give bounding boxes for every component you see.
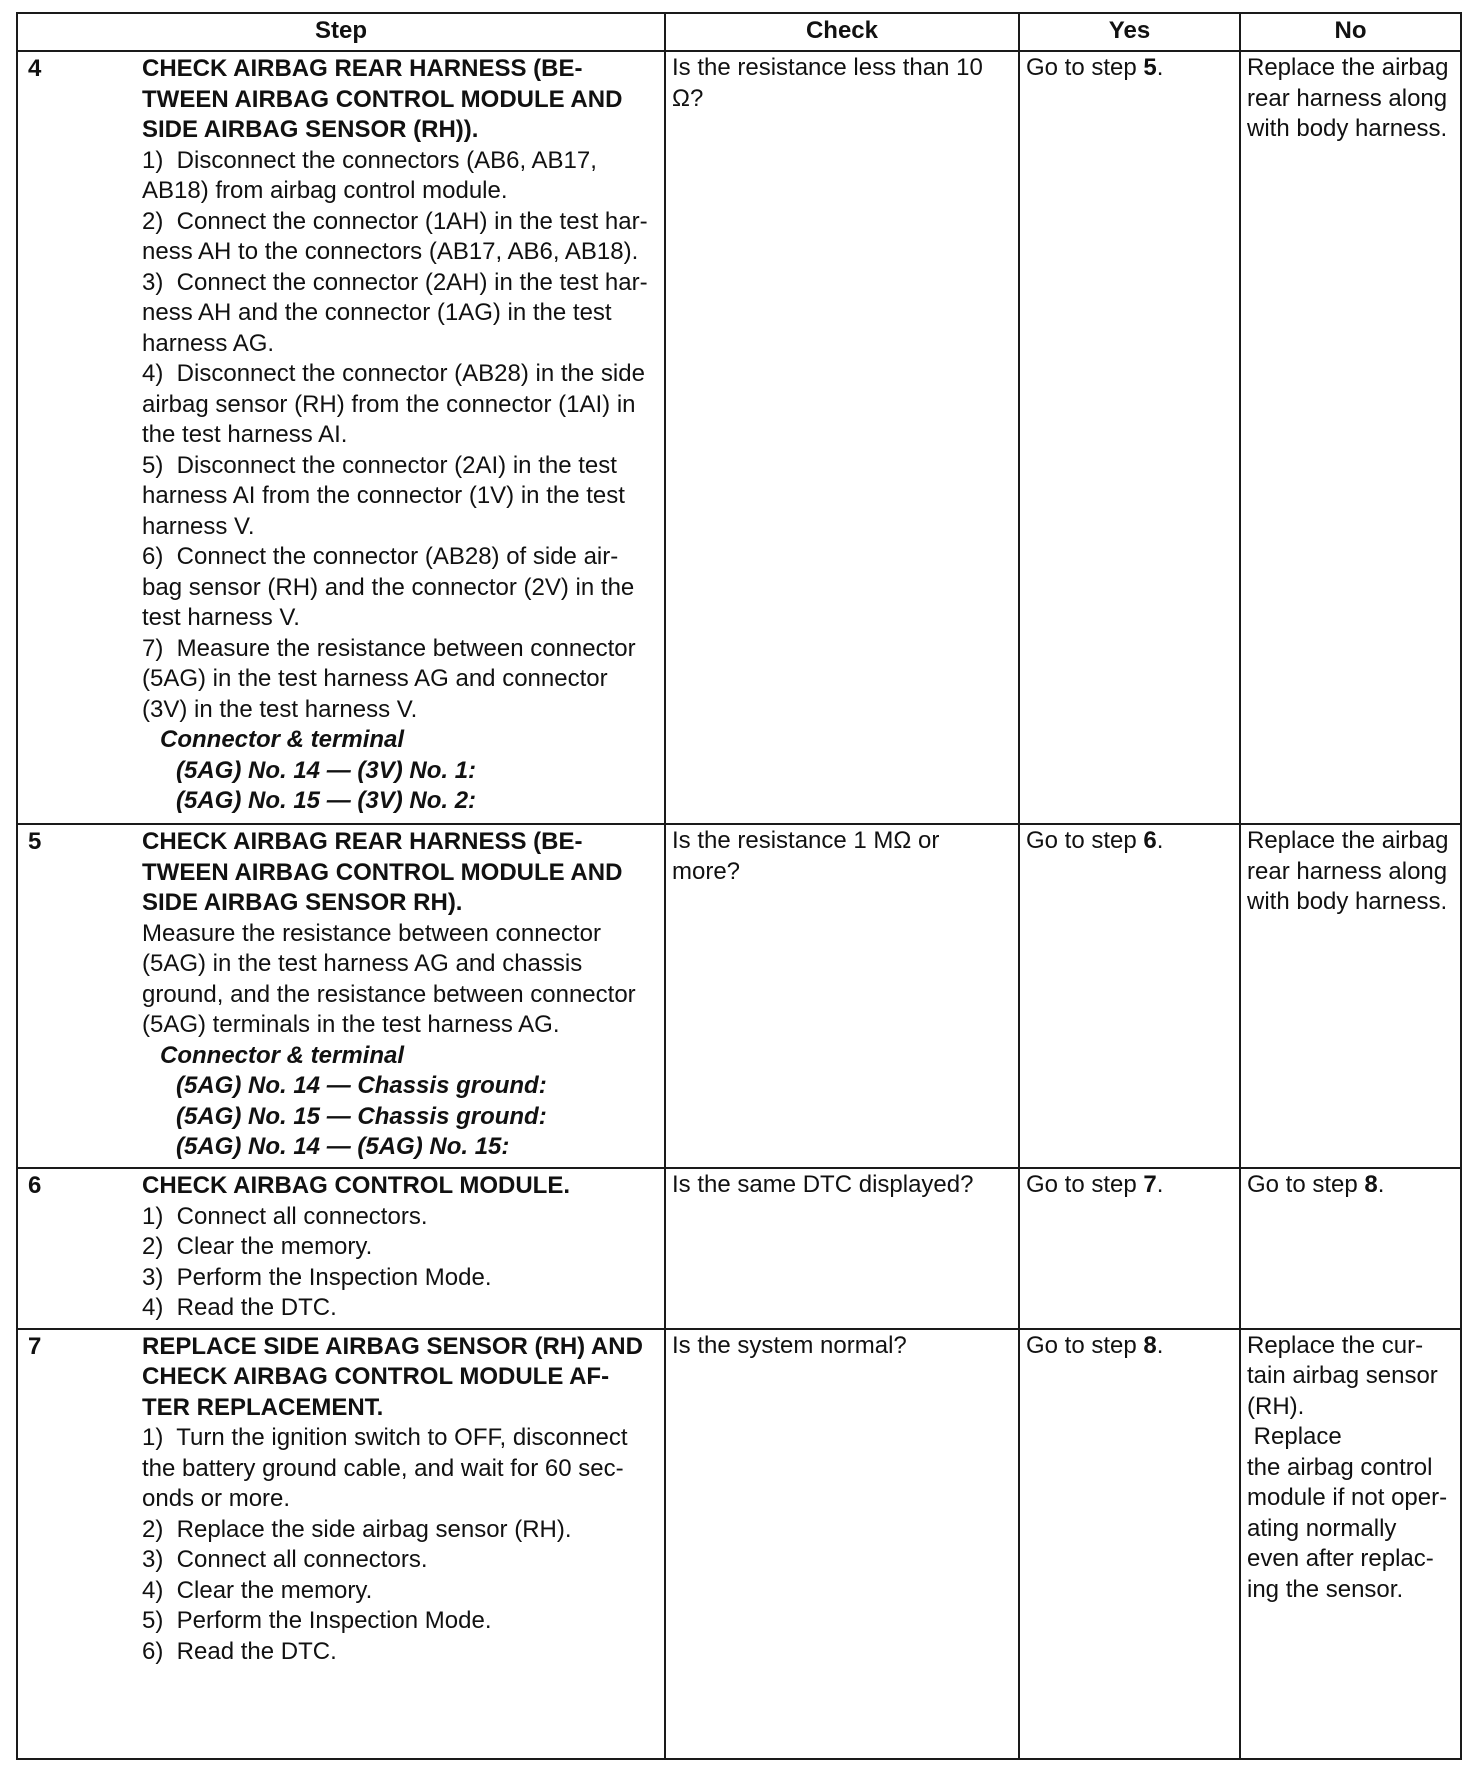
no-step-link[interactable]: 8 <box>1364 1171 1378 1198</box>
step-instructions: 1) Turn the ignition switch to OFF, disconnect the battery ground cable, and wait for 60 sec- onds or more. 2) Replace the side airbag sensor (RH). 3) Connect all connectors. 4) Clear the memory. 5) Perform the Inspection Mode. 6) Read the DTC. <box>142 1424 628 1665</box>
step-cell <box>17 1329 665 1759</box>
yes-step-link[interactable]: 5 <box>1143 54 1157 81</box>
spec-heading: Connector & terminal <box>160 1041 405 1069</box>
step-title: CHECK AIRBAG REAR HARNESS (BE- TWEEN AIRBAG CONTROL MODULE AND SIDE AIRBAG SENSOR RH). <box>142 828 623 916</box>
spec-heading: Connector & terminal <box>160 726 405 753</box>
yes-step-link[interactable]: 8 <box>1143 1331 1157 1359</box>
yes-text: Go to step <box>1026 1171 1144 1198</box>
yes-cell: Go to step 6. <box>1019 824 1240 1168</box>
no-cell: Go to step 8. <box>1240 1168 1461 1329</box>
check-cell: Is the same DTC displayed? <box>665 1168 1019 1329</box>
diagnostic-procedure-table <box>16 12 1462 1760</box>
step-number: 6 <box>28 1172 42 1199</box>
table-row <box>17 51 1461 824</box>
step-cell <box>17 1168 665 1329</box>
table-row <box>17 824 1461 1168</box>
spec-line: (5AG) No. 14 — Chassis ground: <box>176 1072 547 1099</box>
step-title: CHECK AIRBAG REAR HARNESS (BE- TWEEN AIRBAG CONTROL MODULE AND SIDE AIRBAG SENSOR (RH)). <box>142 55 623 143</box>
spec-line: (5AG) No. 15 — Chassis ground: <box>176 1102 547 1130</box>
yes-text: Go to step <box>1026 1331 1144 1359</box>
step-instructions: 1) Disconnect the connectors (AB6, AB17, AB18) from airbag control module. 2) Connect the connector (1AH) in the test har- ness AH to the connectors (AB17, AB6, AB18). 3) Connect the connector (2AH) in the test har- ness AH and the connector (1AG) in the test harness AG. 4) Disconnect the connector (AB28) in the side airbag sensor (RH) from the connector (1AI) in the test harness AI. 5) Disconnect the connector (2AI) in the test harness AI from the connector (1V) in the test harness V. 6) Connect the connector (AB28) of side air- bag sensor (RH) and the connector (2V) in the test harness V. 7) Measure the resistance between connector (5AG) in the test harness AG and connector (3V) in the test harness V. <box>142 146 648 723</box>
no-cell: Replace the airbag rear harness along with body harness. <box>1240 51 1461 824</box>
yes-cell: Go to step 7. <box>1019 1168 1240 1329</box>
step-instructions: 1) Connect all connectors. 2) Clear the memory. 3) Perform the Inspection Mode. 4) Read the DTC. <box>142 1202 492 1321</box>
column-header-yes: Yes <box>1019 13 1240 51</box>
step-title: CHECK AIRBAG CONTROL MODULE. <box>142 1172 570 1199</box>
check-cell: Is the resistance less than 10 Ω? <box>665 51 1019 824</box>
step-number: 5 <box>28 828 42 855</box>
procedure-table-wrapper <box>16 12 1460 1760</box>
yes-text: Go to step <box>1026 827 1144 854</box>
spec-line: (5AG) No. 15 — (3V) No. 2: <box>176 787 477 814</box>
yes-step-link[interactable]: 6 <box>1143 827 1157 854</box>
yes-text: Go to step <box>1026 54 1144 81</box>
step-number: 7 <box>28 1332 42 1360</box>
spec-line: (5AG) No. 14 — (3V) No. 1: <box>176 756 477 784</box>
yes-cell: Go to step 5. <box>1019 51 1240 824</box>
table-row <box>17 1168 1461 1329</box>
step-cell <box>17 824 665 1168</box>
check-cell: Is the system normal? <box>665 1329 1019 1759</box>
yes-cell: Go to step 8. <box>1019 1329 1240 1759</box>
yes-step-link[interactable]: 7 <box>1143 1171 1157 1198</box>
column-header-step: Step <box>17 13 665 51</box>
table-header-row <box>17 13 1461 51</box>
table-row <box>17 1329 1461 1759</box>
column-header-check: Check <box>665 13 1019 51</box>
step-instructions: Measure the resistance between connector (5AG) in the test harness AG and chassis ground, and the resistance between connector (5AG) terminals in the test harness AG. <box>142 919 636 1038</box>
step-cell <box>17 51 665 824</box>
step-number: 4 <box>28 55 42 82</box>
no-cell: Replace the airbag rear harness along with body harness. <box>1240 824 1461 1168</box>
spec-line: (5AG) No. 14 — (5AG) No. 15: <box>176 1133 510 1160</box>
step-title: REPLACE SIDE AIRBAG SENSOR (RH) AND CHECK AIRBAG CONTROL MODULE AF- TER REPLACEMENT. <box>142 1332 643 1421</box>
check-cell: Is the resistance 1 MΩ or more? <box>665 824 1019 1168</box>
column-header-no: No <box>1240 13 1461 51</box>
no-cell: Replace the cur- tain airbag sensor (RH). Replace the airbag control module if not oper- ating normally even after replac- ing the sensor. <box>1240 1329 1461 1759</box>
no-text: Go to step <box>1247 1171 1365 1198</box>
